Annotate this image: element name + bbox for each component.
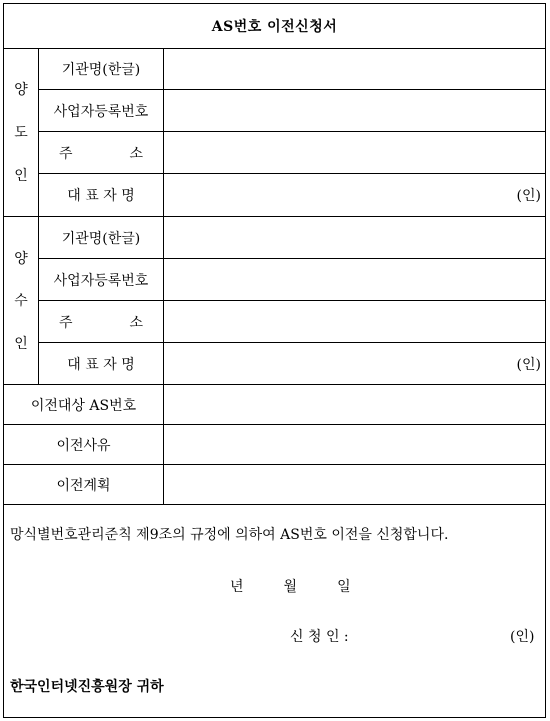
- form-title: AS번호 이전신청서: [4, 4, 545, 49]
- transferee-rep-row: [39, 343, 545, 385]
- transferor-rep-label: 대 표 자 명: [39, 174, 164, 216]
- transferee-seal-mark: (인): [516, 357, 541, 373]
- transferee-org-name-label: 기관명(한글): [39, 217, 164, 258]
- transfer-reason-field[interactable]: [164, 425, 545, 464]
- addressee: 한국인터넷진흥원장 귀하: [10, 679, 164, 695]
- transfer-target-label: 이전대상 AS번호: [4, 385, 164, 424]
- transferor-address-label: [39, 132, 164, 173]
- transferee-address-field[interactable]: [164, 301, 545, 342]
- transferee-address-label: [39, 301, 164, 342]
- date-day-label: 일: [337, 579, 351, 595]
- transferor-seal-mark: (인): [516, 188, 541, 204]
- transferee-org-name-row: [39, 217, 545, 259]
- transferor-char-3: 인: [14, 167, 28, 184]
- transferor-rep-field[interactable]: [164, 174, 545, 216]
- transferor-biz-reg-row: [39, 90, 545, 132]
- transferor-group-label: [4, 48, 39, 216]
- transfer-plan-label: 이전계획: [4, 465, 164, 504]
- applicant-label: 신 청 인 :: [290, 629, 349, 645]
- transferor-char-1: 양: [14, 82, 28, 99]
- transferor-address-char-2: 소: [129, 145, 143, 162]
- declaration-statement: 망식별번호관리준칙 제9조의 규정에 의하여 AS번호 이전을 신청합니다.: [10, 527, 449, 543]
- transfer-target-field[interactable]: [164, 385, 545, 424]
- transferee-rep-label: 대 표 자 명: [39, 343, 164, 385]
- transferor-org-name-label: 기관명(한글): [39, 48, 164, 89]
- application-form: [3, 3, 546, 718]
- transferee-address-char-1: 주: [59, 314, 73, 331]
- transferee-char-3: 인: [14, 335, 28, 352]
- transferee-biz-reg-label: 사업자등록번호: [39, 259, 164, 300]
- transfer-plan-row: [4, 465, 545, 505]
- transfer-reason-label: 이전사유: [4, 425, 164, 464]
- transferee-char-1: 양: [14, 251, 28, 268]
- transferor-org-name-field[interactable]: [164, 48, 545, 89]
- transfer-reason-row: [4, 425, 545, 465]
- transferee-biz-reg-row: [39, 259, 545, 301]
- transferee-rep-field[interactable]: [164, 343, 545, 385]
- transferor-rep-row: [39, 174, 545, 216]
- date-line: [230, 576, 351, 596]
- transferee-address-char-2: 소: [129, 314, 143, 331]
- transferor-biz-reg-label: 사업자등록번호: [39, 90, 164, 131]
- transferor-address-char-1: 주: [59, 145, 73, 162]
- transferor-address-field[interactable]: [164, 132, 545, 173]
- transferor-address-row: [39, 132, 545, 174]
- transferee-section: [4, 217, 545, 385]
- transferor-biz-reg-field[interactable]: [164, 90, 545, 131]
- transferee-address-row: [39, 301, 545, 343]
- transfer-plan-field[interactable]: [164, 465, 545, 504]
- transferee-org-name-field[interactable]: [164, 217, 545, 258]
- transferor-org-name-row: [39, 48, 545, 90]
- transferor-section: [4, 48, 545, 217]
- applicant-seal-mark: (인): [510, 629, 535, 645]
- transferee-char-2: 수: [14, 293, 28, 310]
- date-year-label: 년: [230, 579, 244, 595]
- date-month-label: 월: [283, 579, 298, 595]
- transferee-biz-reg-field[interactable]: [164, 259, 545, 300]
- transfer-target-row: [4, 385, 545, 425]
- transferor-char-2: 도: [14, 124, 28, 141]
- transferee-group-label: [4, 217, 39, 384]
